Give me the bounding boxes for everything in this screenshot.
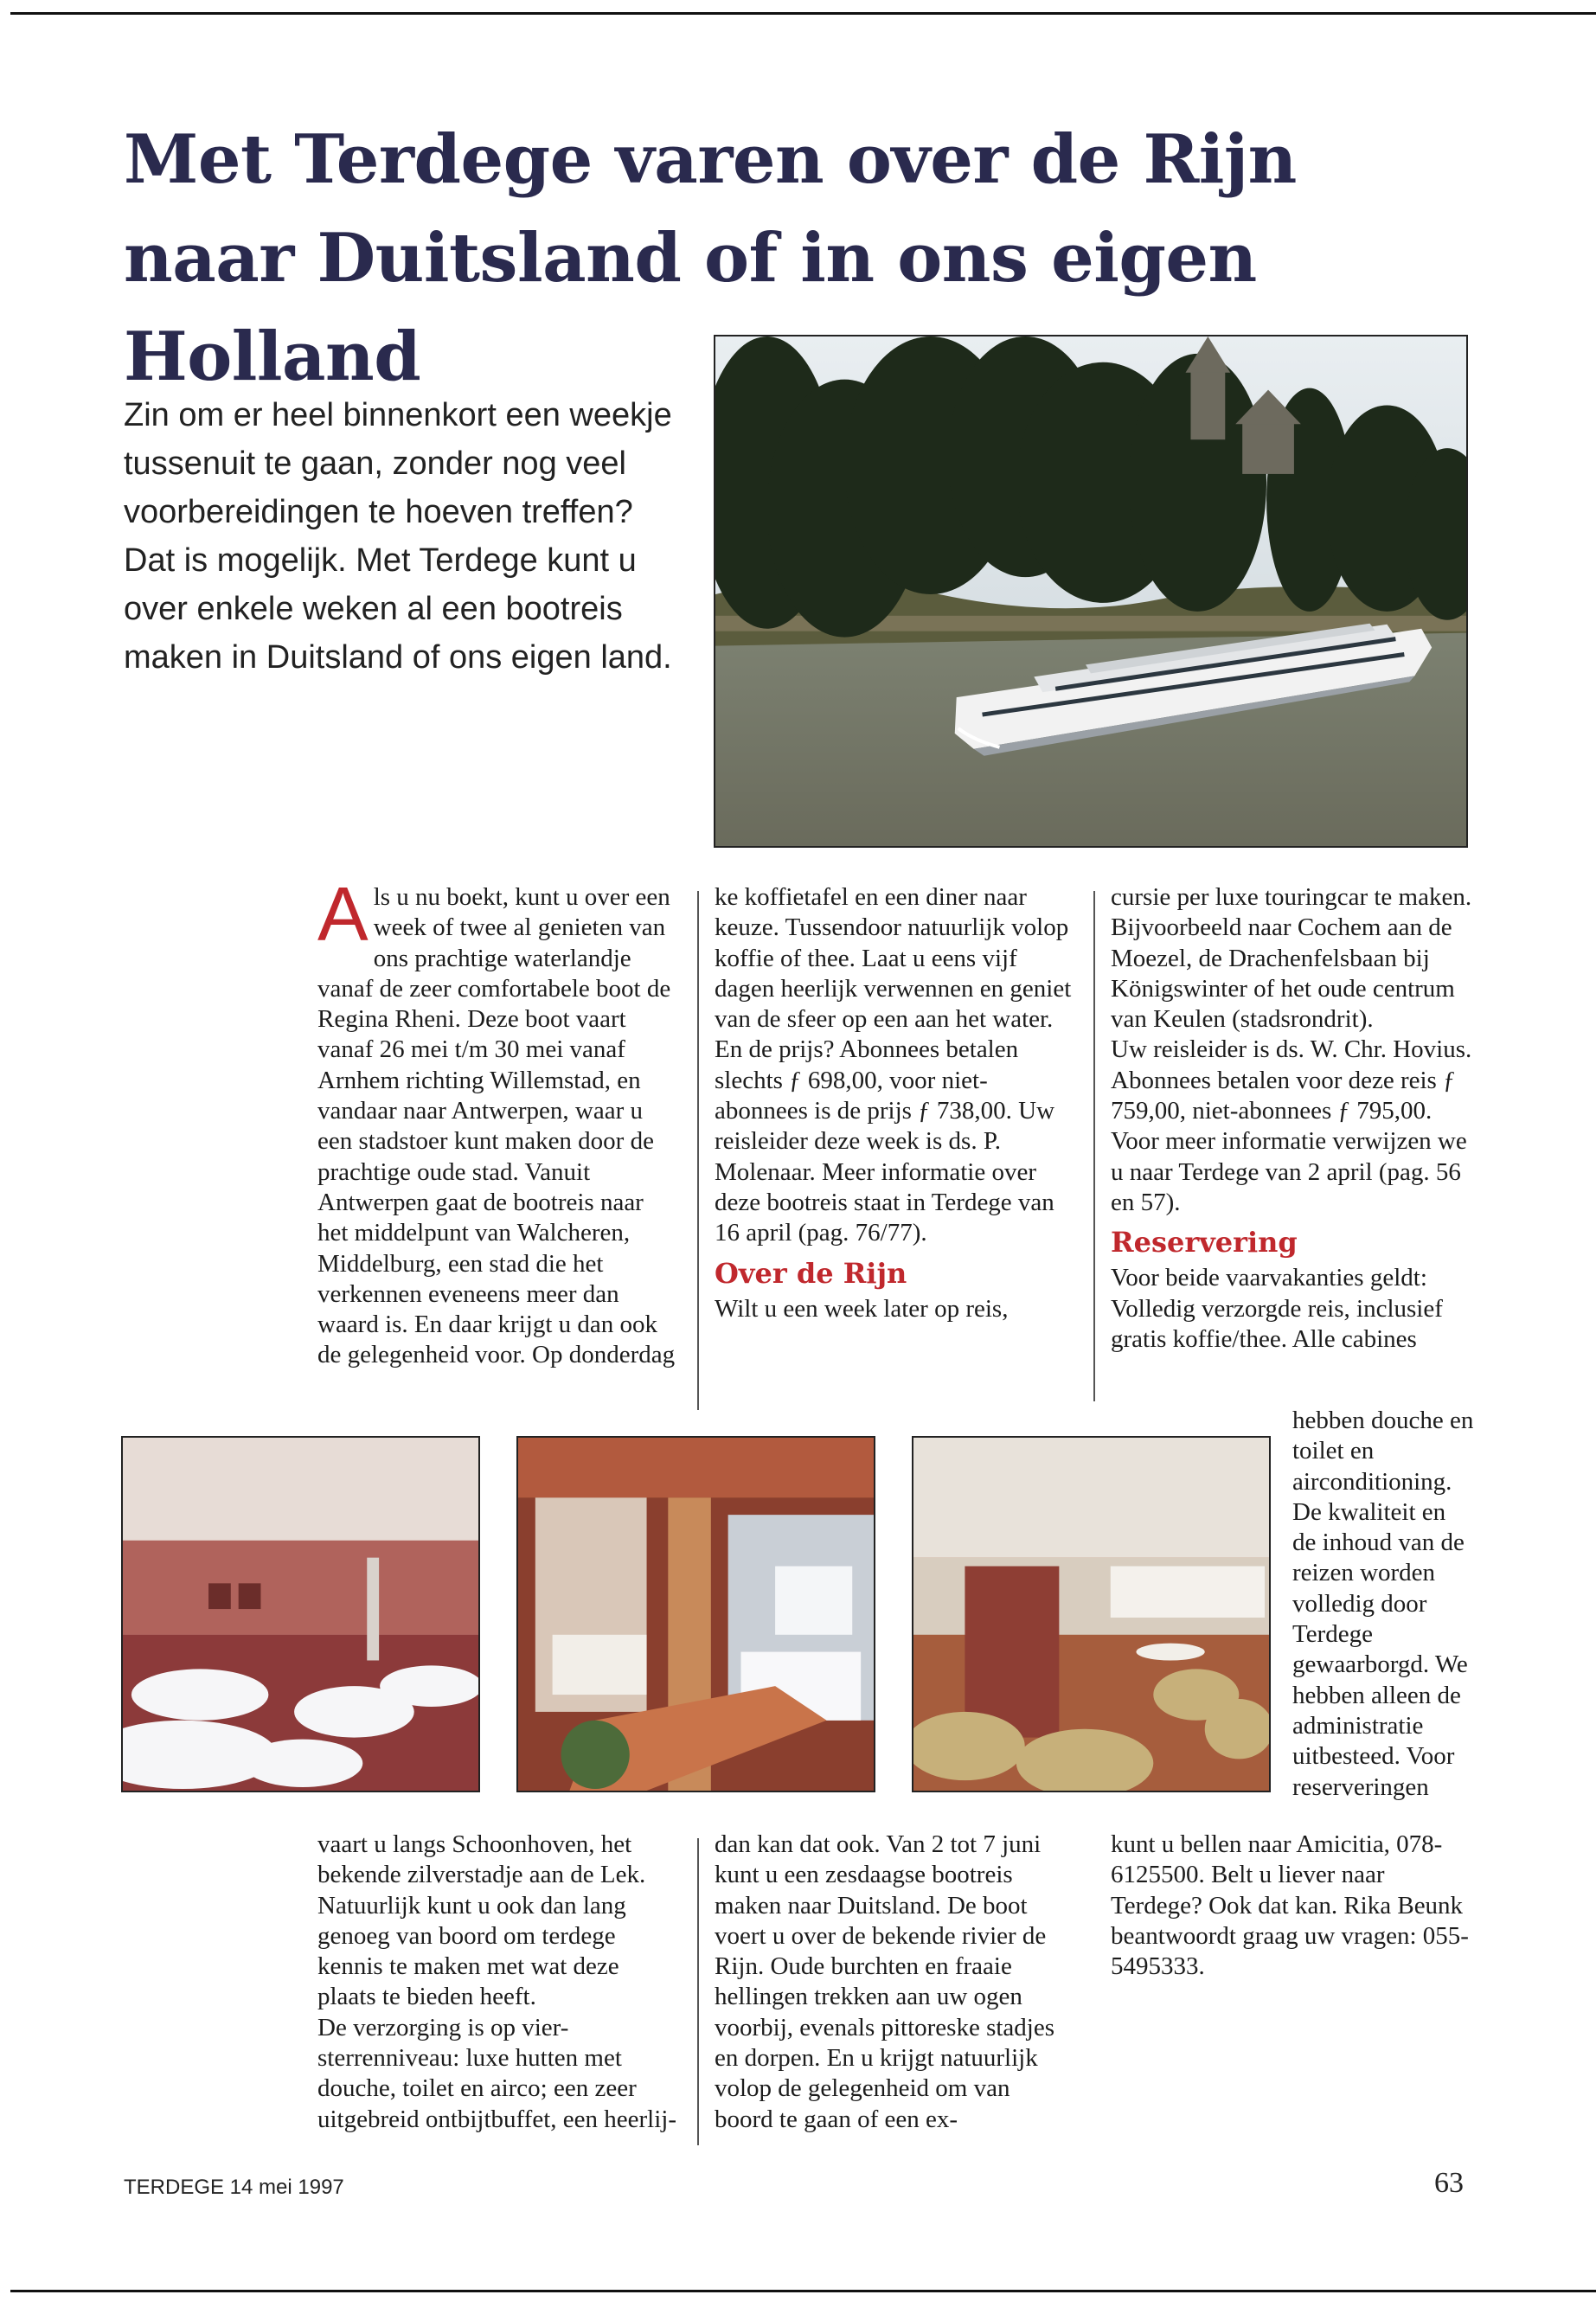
column-divider — [697, 891, 699, 1410]
column-2-bottom — [715, 1830, 1074, 2135]
column-2-paragraph: Wilt u een week later op reis, — [715, 1294, 1009, 1323]
heading-over-de-rijn: Over de Rijn — [715, 1256, 907, 1290]
river-cruise-photo — [714, 335, 1468, 848]
column-3-side — [1292, 1406, 1474, 1803]
dining-room-photo — [121, 1436, 480, 1792]
column-3-top — [1111, 882, 1478, 1355]
column-divider — [1093, 891, 1095, 1401]
column-1-paragraph: De verzorging is op vier-sterrenniveau: luxe hutten met douche, toilet en airco; een zeer uitgebreid ontbijtbuffet, een heerlij- — [317, 2013, 676, 2133]
column-divider — [697, 1838, 699, 2145]
drop-cap: A — [317, 871, 369, 957]
column-1-top — [317, 871, 676, 1371]
column-1-paragraph: vaart u langs Schoonhoven, het bekende zilverstadje aan de Lek. Natuurlijk kunt u ook dan lang genoeg van boord om terdege kennis te maken met wat deze plaats te bieden heeft. — [317, 1830, 646, 2011]
column-3-side-paragraph: hebben douche en toilet en airconditioning. De kwaliteit en de inhoud van de reizen worden volledig door Terdege gewaarborgd. We hebben alleen de administratie uitbesteed. Voor reserveringen — [1292, 1407, 1474, 1801]
article-title: Met Terdege varen over de Rijn naar Duitsland of in ons eigen Holland — [124, 120, 1297, 396]
column-3-paragraph: Uw reisleider is ds. W. Chr. Hovius. Abonnees betalen voor deze reis ƒ 759,00, niet-abonnees ƒ 795,00. Voor meer informatie verwijzen we u naar Terdege van 2 april (pag. 56 en 57). — [1111, 1035, 1472, 1216]
column-1-bottom — [317, 1830, 676, 2135]
lounge-photo — [912, 1436, 1271, 1792]
column-3-paragraph: cursie per luxe touringcar te maken. Bijvoorbeeld naar Cochem aan de Moezel, de Drachenfelsbaan bij Königswinter of het oude centrum van Keulen (stadsrondrit). — [1111, 883, 1472, 1034]
column-3-paragraph: kunt u bellen naar Amicitia, 078-6125500. Belt u liever naar Terdege? Ook dat kan. Rika Beunk beantwoordt graag uw vragen: 055-5495333. — [1111, 1830, 1469, 1981]
column-2-paragraph: dan kan dat ook. Van 2 tot 7 juni kunt u een zesdaagse bootreis maken naar Duitsland. De boot voert u over de bekende rivier de Rijn. Oude burchten en fraaie hellingen trekken aan uw ogen voorbij, evenals pittoreske stadjes en dorpen. En u krijgt natuurlijk volop de gelegenheid om van boord te gaan of een ex- — [715, 1830, 1055, 2133]
column-2-paragraph: ke koffietafel en een diner naar keuze. Tussendoor natuurlijk volop koffie of thee. Laat u eens vijf dagen heerlijk verwennen en geniet van de sfeer op een aan het water. — [715, 883, 1072, 1034]
column-3-paragraph: Voor beide vaarvakanties geldt: Volledig verzorgde reis, inclusief gratis koffie/thee. Alle cabines — [1111, 1264, 1443, 1353]
column-2-top — [715, 882, 1074, 1324]
article-intro: Zin om er heel binnenkort een weekje tussenuit te gaan, zonder nog veel voorbereidingen te hoeven treffen? Dat is mogelijk. Met Terdege kunt u over enkele weken al een bootreis maken in Duitsland of ons eigen land. — [124, 397, 672, 676]
page-number: 63 — [1434, 2167, 1464, 2199]
publication-footer: TERDEGE 14 mei 1997 — [124, 2176, 344, 2199]
column-2-paragraph: En de prijs? Abonnees betalen slechts ƒ 698,00, voor niet-abonnees is de prijs ƒ 738,00. Uw reisleider deze week is ds. P. Molenaar. Meer informatie over deze bootreis staat in Terdege van 16 april (pag. 76/77). — [715, 1035, 1055, 1247]
column-1-paragraph: ls u nu boekt, kunt u over een week of twee al genieten van ons prachtige waterlandje vanaf de zeer comfortabele boot de Regina Rheni. Deze boot vaart vanaf 26 mei t/m 30 mei vanaf Arnhem richting Willemstad, en vandaar naar Antwerpen, waar u een stadstoer kunt maken door de prachtige oude stad. Vanuit Antwerpen gaat de bootreis naar het middelpunt van Walcheren, Middelburg, een stad die het verkennen eveneens meer dan waard is. En daar krijgt u dan ook de gelegenheid voor. Op donderdag — [317, 883, 676, 1369]
column-3-bottom — [1111, 1830, 1478, 1982]
cabin-photo — [516, 1436, 875, 1792]
heading-reservering: Reservering — [1111, 1226, 1298, 1259]
